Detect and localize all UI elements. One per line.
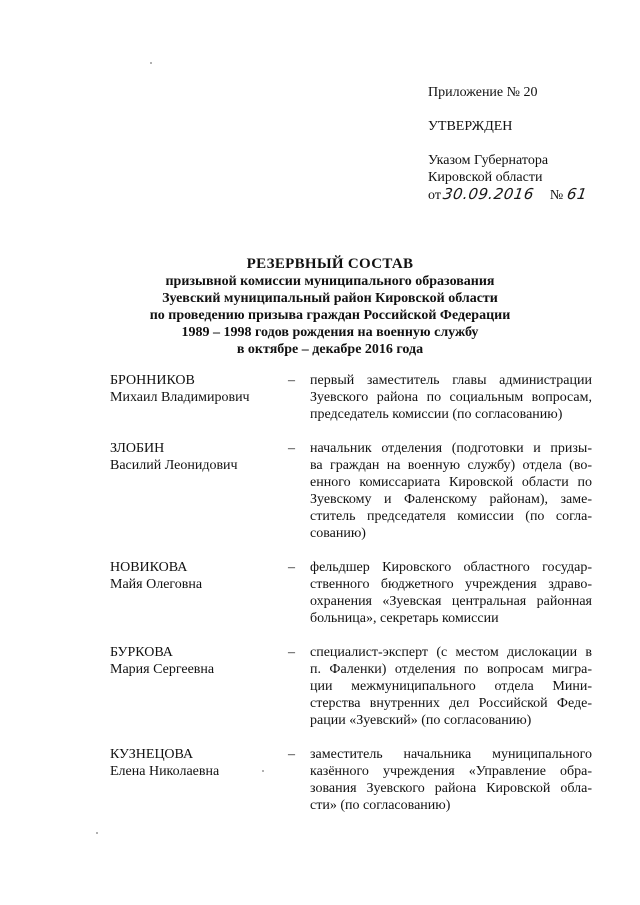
- role-line: ва граждан на военную службу) отдела (во-: [310, 458, 592, 473]
- role-line: Зуевскому и Фаленскому районам), заме-: [310, 492, 592, 507]
- heading-line: призывной комиссии муниципального образования: [165, 274, 495, 289]
- appendix-label: Приложение № 20: [428, 85, 538, 100]
- role-line: рации «Зуевский» (по согласованию): [310, 713, 532, 728]
- heading-line: Зуевский муниципальный район Кировской области: [162, 291, 498, 306]
- member-surname: БУРКОВА: [110, 645, 173, 660]
- role-line: стерства внутренних дел Российской Феде-: [310, 696, 592, 711]
- member-name: [110, 746, 288, 814]
- scan-speck: [262, 770, 264, 772]
- decree-date-number: [428, 186, 628, 204]
- member-name: [110, 440, 288, 542]
- member-surname: БРОННИКОВ: [110, 373, 195, 388]
- role-line: сти» (по согласованию): [310, 798, 451, 813]
- approval-block: [428, 84, 628, 204]
- role-line: заместитель начальника муниципального: [310, 747, 592, 762]
- role-line: ции межмуниципального отдела Мини-: [310, 679, 592, 694]
- member-role: [310, 559, 592, 627]
- member-given-name: Василий Леонидович: [110, 458, 238, 473]
- member-given-name: Михаил Владимирович: [110, 390, 250, 405]
- scan-speck: [96, 832, 98, 834]
- role-line: начальник отделения (подготовки и призы-: [310, 441, 592, 456]
- role-line: больница», секретарь комиссии: [310, 611, 499, 626]
- dash-separator: –: [288, 441, 295, 456]
- role-line: п. Фаленки) отделения по вопросам мигра-: [310, 662, 592, 677]
- role-line: зования Зуевского района Кировской обла-: [310, 781, 592, 796]
- role-line: ститель председателя комиссии (по согла-: [310, 509, 592, 524]
- member-entry: [110, 440, 592, 542]
- member-entry: [110, 372, 592, 423]
- role-line: первый заместитель главы администрации: [310, 373, 592, 388]
- heading-line: в октябре – декабре 2016 года: [236, 342, 424, 357]
- member-given-name: Елена Николаевна: [110, 764, 220, 779]
- member-role: [310, 644, 592, 729]
- role-line: специалист-эксперт (с местом дислокации в: [310, 645, 592, 660]
- member-entry: [110, 644, 592, 729]
- member-role: [310, 746, 592, 814]
- dash-separator: –: [288, 373, 295, 388]
- decree-line-2: Кировской области: [428, 170, 543, 185]
- number-label: №: [549, 188, 564, 203]
- decree-line-1: Указом Губернатора: [428, 153, 549, 168]
- member-name: [110, 644, 288, 729]
- member-role: [310, 440, 592, 542]
- role-line: сованию): [310, 526, 366, 541]
- handwritten-date: 30.09.2016: [441, 185, 536, 203]
- document-title: РЕЗЕРВНЫЙ СОСТАВ: [246, 256, 414, 272]
- member-name: [110, 559, 288, 627]
- role-line: казённого учреждения «Управление обра-: [310, 764, 592, 779]
- dash-separator: –: [288, 747, 295, 762]
- role-line: председатель комиссии (по согласованию): [310, 407, 563, 422]
- role-line: ственного бюджетного учреждения здраво-: [310, 577, 592, 592]
- role-line: енного комиссариата Кировской области по: [310, 475, 592, 490]
- member-role: [310, 372, 592, 423]
- heading-line: по проведению призыва граждан Российской Федерации: [149, 308, 511, 323]
- role-line: охранения «Зуевская центральная районная: [310, 594, 592, 609]
- handwritten-number: 61: [565, 185, 589, 203]
- member-surname: ЗЛОБИН: [110, 441, 165, 456]
- member-name: [110, 372, 288, 423]
- dash-separator: –: [288, 560, 295, 575]
- document-heading: [120, 256, 540, 358]
- role-line: Зуевского района по социальным вопросам,: [310, 390, 592, 405]
- scan-speck: [150, 62, 152, 64]
- role-line: фельдшер Кировского областного государ-: [310, 560, 592, 575]
- heading-line: 1989 – 1998 годов рождения на военную службу: [181, 325, 479, 340]
- member-surname: КУЗНЕЦОВА: [110, 747, 194, 762]
- from-label: от: [428, 188, 441, 203]
- approved-label: УТВЕРЖДЕН: [428, 119, 513, 134]
- member-entry: [110, 559, 592, 627]
- member-surname: НОВИКОВА: [110, 560, 188, 575]
- member-entry: [110, 746, 592, 814]
- member-given-name: Мария Сергеевна: [110, 662, 215, 677]
- dash-separator: –: [288, 645, 295, 660]
- member-given-name: Майя Олеговна: [110, 577, 203, 592]
